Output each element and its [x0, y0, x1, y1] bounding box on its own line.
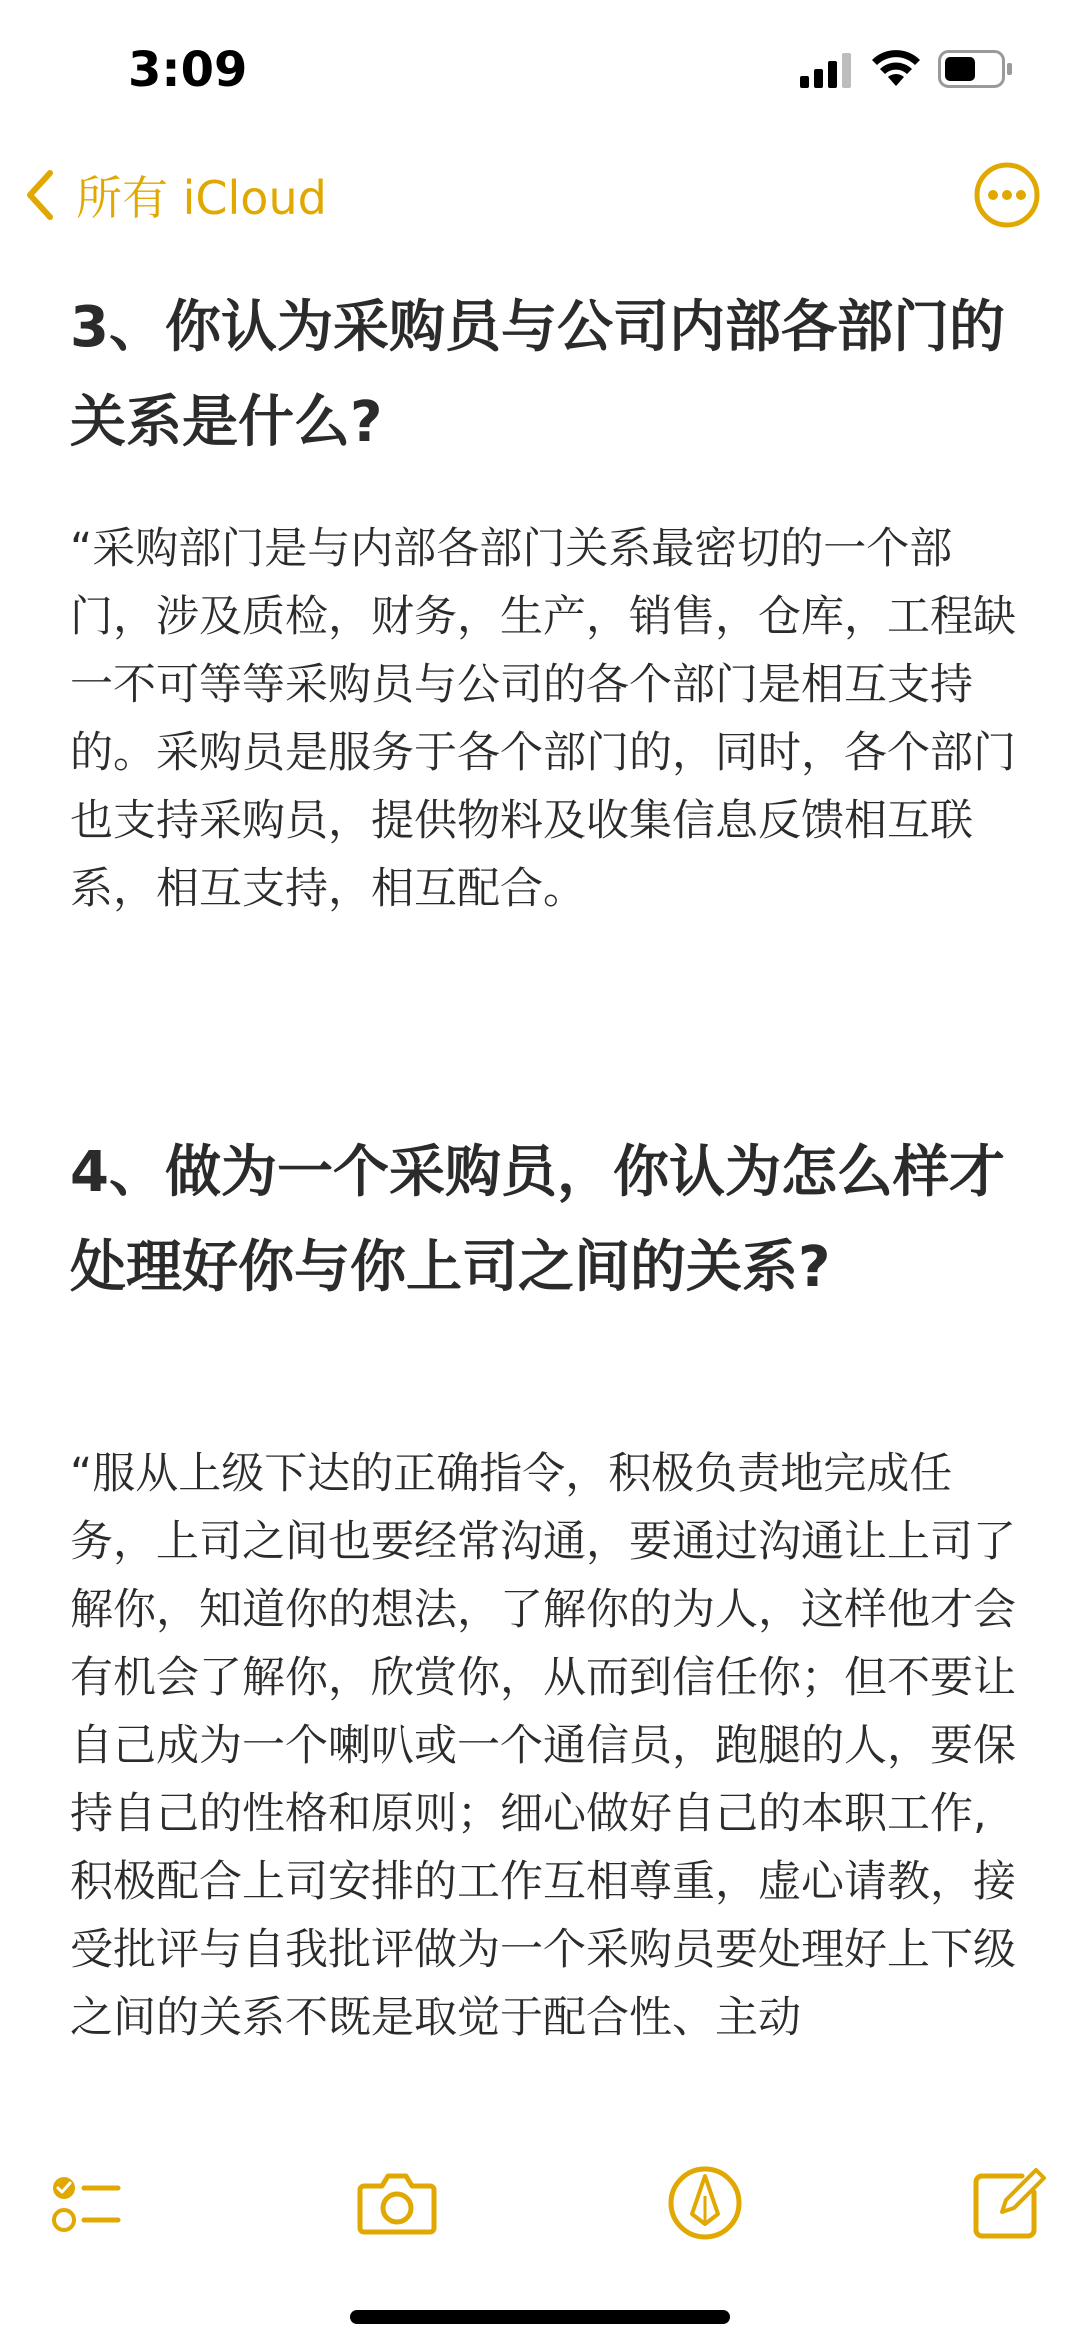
status-time: 3:09	[128, 42, 248, 98]
status-bar	[0, 0, 1080, 140]
cellular-signal-icon	[800, 52, 852, 88]
question-3-answer: “采购部门是与内部各部门关系最密切的一个部门，涉及质检，财务，生产，销售，仓库，工程缺一不可等等采购员与公司的各个部门是相互支持的。采购员是服务于各个部门的，同时，各个部门也支持采购员，提供物料及收集信息反馈相互联系，相互支持，相互配合。	[70, 524, 1016, 914]
bottom-toolbar	[0, 2150, 1080, 2260]
checklist-icon[interactable]	[40, 2158, 130, 2248]
back-label: 所有 iCloud	[76, 171, 327, 225]
back-button[interactable]	[22, 160, 327, 230]
markup-pen-icon[interactable]	[660, 2158, 750, 2248]
compose-icon[interactable]	[962, 2158, 1052, 2248]
question-3-heading: 3、你认为采购员与公司内部各部门的关系是什么?	[70, 295, 1005, 455]
ellipsis-circle-icon[interactable]	[972, 160, 1042, 230]
battery-icon	[938, 50, 1014, 88]
question-4-heading: 4、做为一个采购员，你认为怎么样才处理好你与你上司之间的关系?	[70, 1140, 1005, 1300]
camera-icon[interactable]	[352, 2158, 442, 2248]
wifi-icon	[870, 48, 922, 88]
home-indicator[interactable]	[350, 2310, 730, 2324]
chevron-left-icon	[22, 167, 58, 223]
question-4-answer: “服从上级下达的正确指令，积极负责地完成任务，上司之间也要经常沟通，要通过沟通让上司了解你，知道你的想法，了解你的为人，这样他才会有机会了解你，欣赏你，从而到信任你；但不要让自己成为一个喇叭或一个通信员，跑腿的人，要保持自己的性格和原则；细心做好自己的本职工作,积极配合上司安排的工作互相尊重，虚心请教，接受批评与自我批评做为一个采购员要处理好上下级之间的关系不既是取觉于配合性、主动	[70, 1449, 1016, 2043]
nav-bar	[0, 150, 1080, 240]
